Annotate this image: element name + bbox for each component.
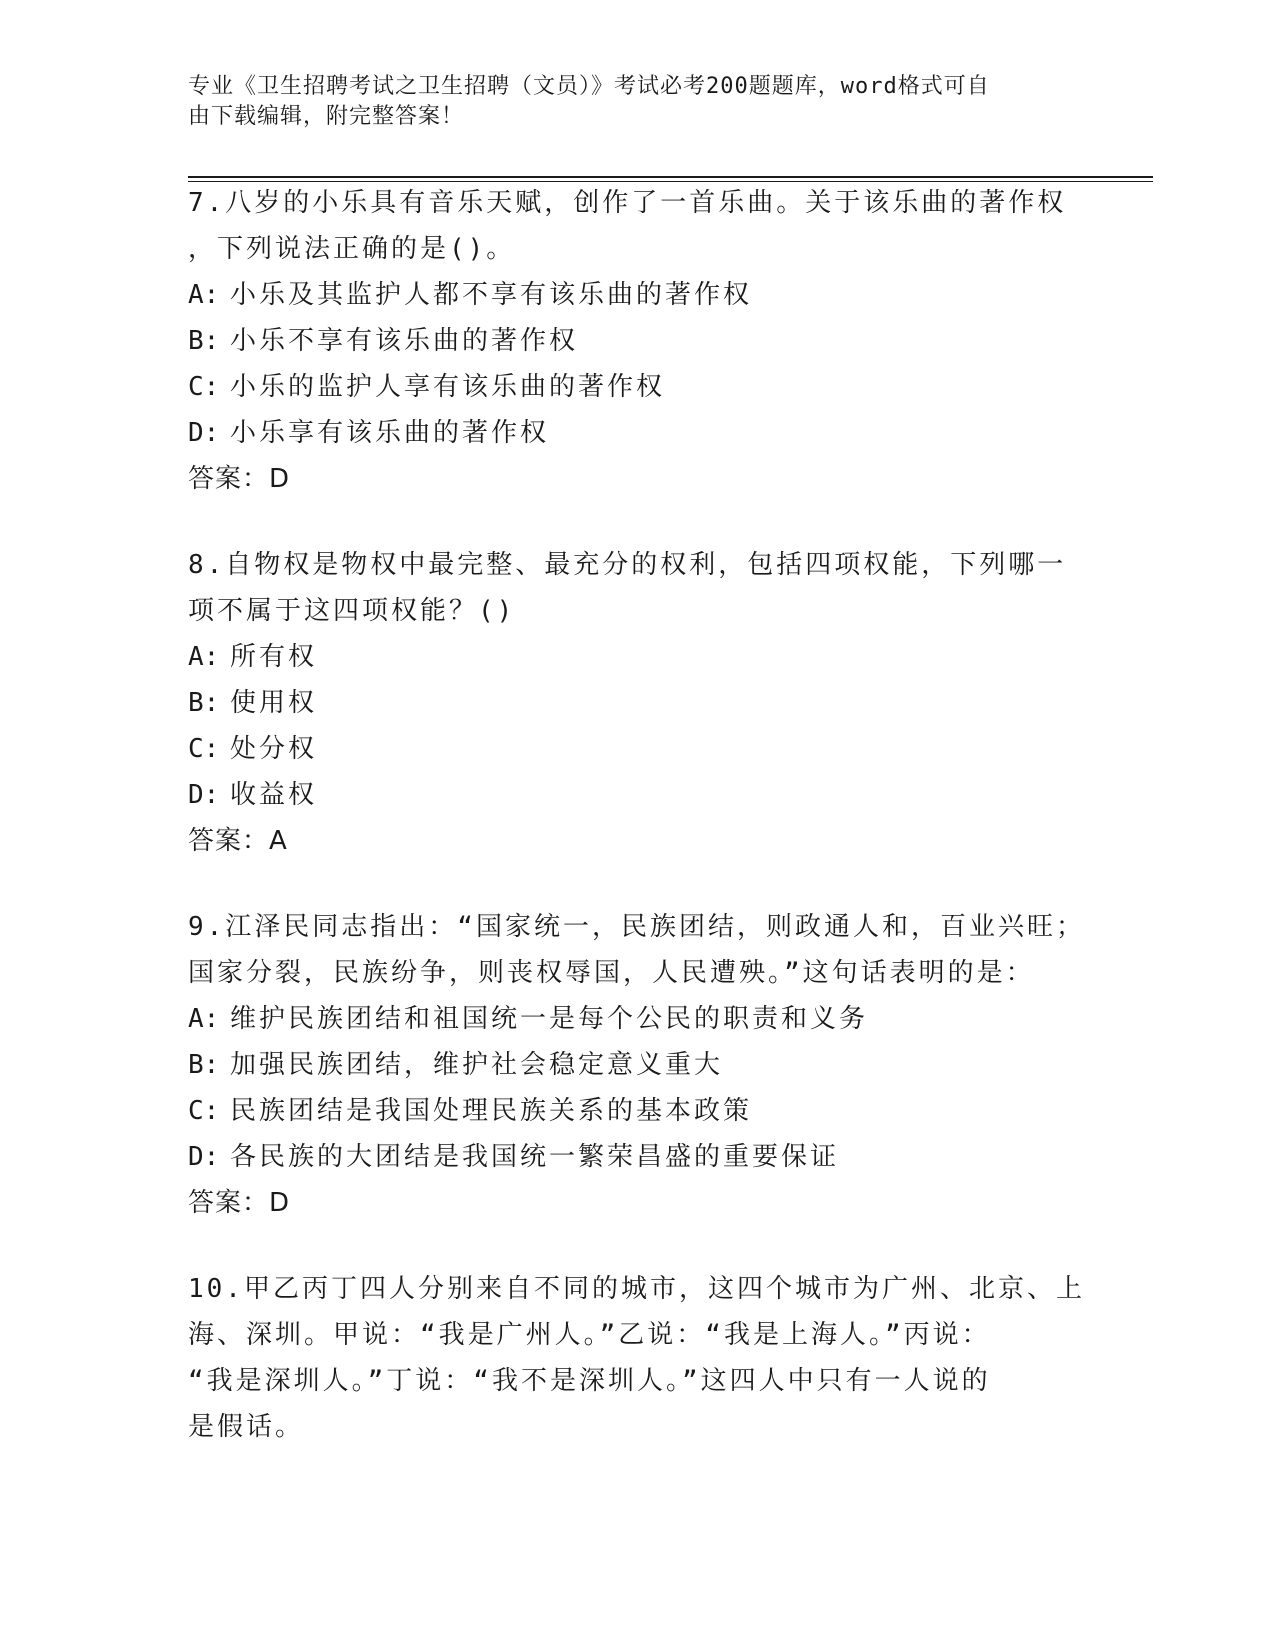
answer: 答案：D (188, 1188, 291, 1218)
option-text: 民族团结是我国处理民族关系的基本政策 (230, 1096, 753, 1126)
question-stem-line: 项不属于这四项权能？() (188, 596, 516, 626)
question-stem-line: 是假话。 (188, 1412, 305, 1442)
question-stem-line: 国家分裂，民族纷争，则丧权辱国，人民遭殃。”这句话表明的是： (188, 958, 1035, 988)
option-a (188, 634, 1088, 680)
answer: 答案：A (188, 826, 288, 856)
question-stem-line: 7.八岁的小乐具有音乐天赋，创作了一首乐曲。关于该乐曲的著作权 (188, 188, 1067, 218)
option-c (188, 726, 1088, 772)
option-text: 收益权 (230, 780, 318, 810)
option-d (188, 1134, 1088, 1180)
option-letter: D: (188, 418, 220, 448)
option-letter: D: (188, 780, 220, 810)
question-stem-line: “我是深圳人。”丁说：“我不是深圳人。”这四人中只有一人说的 (188, 1366, 991, 1396)
option-text: 各民族的大团结是我国统一繁荣昌盛的重要保证 (230, 1142, 840, 1172)
option-text: 小乐享有该乐曲的著作权 (230, 418, 550, 448)
option-letter: B: (188, 688, 220, 718)
option-letter: C: (188, 734, 220, 764)
option-c (188, 1088, 1088, 1134)
question-10 (188, 1266, 1088, 1450)
option-letter: B: (188, 326, 220, 356)
option-text: 小乐不享有该乐曲的著作权 (230, 326, 579, 356)
option-letter: A: (188, 280, 220, 310)
option-text: 维护民族团结和祖国统一是每个公民的职责和义务 (230, 1004, 869, 1034)
question-stem-line: 9.江泽民同志指出：“国家统一，民族团结，则政通人和，百业兴旺； (188, 912, 1085, 942)
document-header (188, 72, 1088, 132)
option-letter: C: (188, 1096, 220, 1126)
option-b (188, 1042, 1088, 1088)
option-text: 使用权 (230, 688, 318, 718)
answer: 答案：D (188, 464, 291, 494)
option-d (188, 410, 1088, 456)
question-stem-line: 8.自物权是物权中最完整、最充分的权利，包括四项权能，下列哪一 (188, 550, 1067, 580)
option-letter: C: (188, 372, 220, 402)
option-a (188, 996, 1088, 1042)
option-text: 小乐的监护人享有该乐曲的著作权 (230, 372, 666, 402)
option-letter: A: (188, 1004, 220, 1034)
question-stem-line: 10.甲乙丙丁四人分别来自不同的城市，这四个城市为广州、北京、上 (188, 1274, 1085, 1304)
header-title-line-2: 由下载编辑，附完整答案！ (188, 104, 465, 129)
question-7 (188, 180, 1088, 502)
option-text: 所有权 (230, 642, 318, 672)
option-text: 小乐及其监护人都不享有该乐曲的著作权 (230, 280, 753, 310)
option-letter: D: (188, 1142, 220, 1172)
option-text: 加强民族团结，维护社会稳定意义重大 (230, 1050, 724, 1080)
header-title-line-1: 专业《卫生招聘考试之卫生招聘（文员）》考试必考200题题库，word格式可自 (188, 74, 990, 99)
question-stem-line: ，下列说法正确的是()。 (188, 234, 516, 264)
option-letter: B: (188, 1050, 220, 1080)
option-a (188, 272, 1088, 318)
question-stem-line: 海、深圳。甲说：“我是广州人。”乙说：“我是上海人。”丙说： (188, 1320, 991, 1350)
option-b (188, 318, 1088, 364)
question-8 (188, 542, 1088, 864)
option-d (188, 772, 1088, 818)
question-9 (188, 904, 1088, 1226)
option-letter: A: (188, 642, 220, 672)
header-divider-thick (188, 176, 1153, 178)
option-text: 处分权 (230, 734, 318, 764)
option-c (188, 364, 1088, 410)
option-b (188, 680, 1088, 726)
